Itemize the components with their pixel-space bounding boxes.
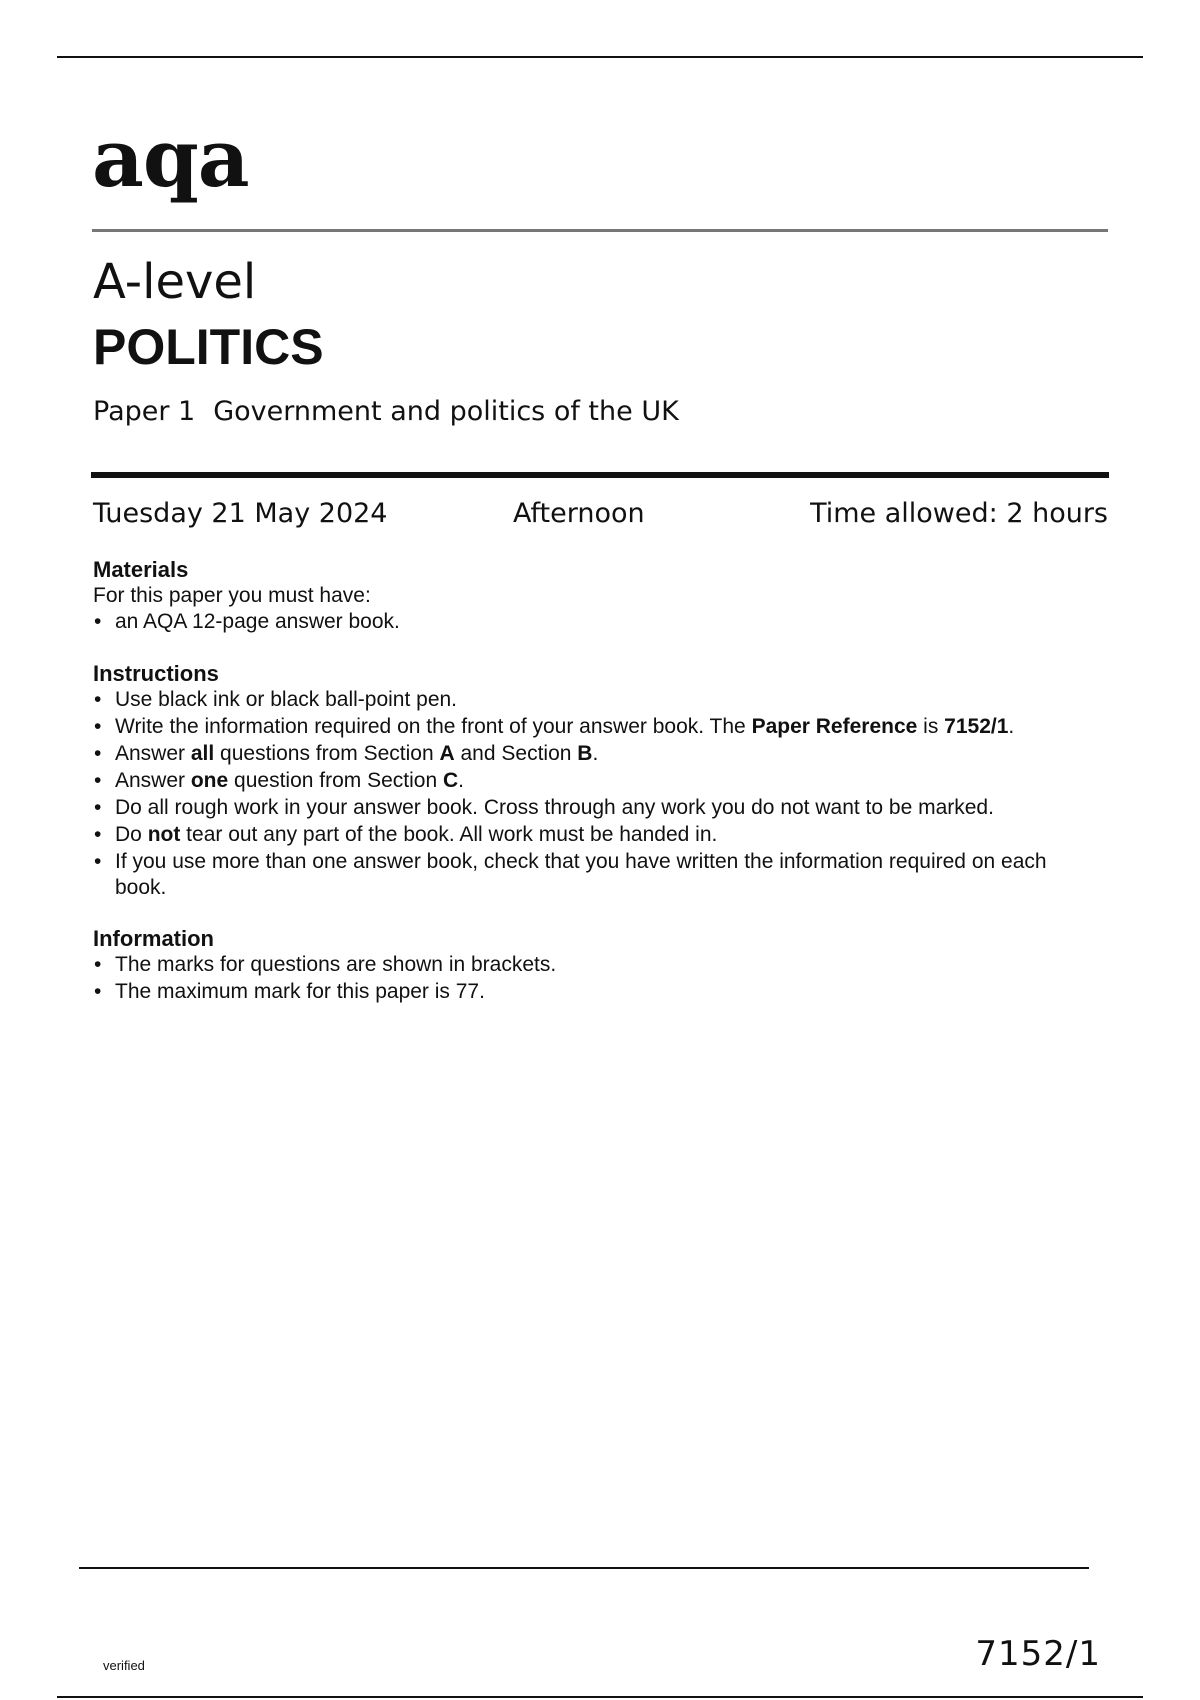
logo-divider	[92, 229, 1108, 232]
bold-text: C	[442, 769, 459, 792]
text: .	[458, 769, 464, 792]
bottom-rule	[57, 1696, 1143, 1698]
list-item	[93, 741, 1113, 767]
materials-section	[93, 557, 1113, 636]
information-list	[93, 952, 1113, 1005]
text: is	[917, 715, 945, 738]
list-item: • Do all rough work in your answer book. Cross through any work you do not want to be marked.	[93, 795, 1113, 821]
qualification-level: A-level	[93, 254, 257, 310]
aqa-logo: aqa	[92, 111, 249, 205]
time-allowed: Time allowed: 2 hours	[810, 498, 1108, 529]
subject-title: POLITICS	[93, 319, 324, 375]
bold-text: B	[577, 742, 593, 765]
thick-divider	[91, 472, 1109, 478]
bold-text: not	[147, 823, 181, 846]
verified-note: verified	[103, 1658, 145, 1673]
text: tear out any part of the book. All work must be handed in.	[180, 823, 718, 846]
materials-intro: For this paper you must have:	[93, 584, 371, 607]
bold-text: A	[439, 742, 455, 765]
bold-text: Paper Reference	[751, 715, 918, 738]
text: Answer	[115, 769, 191, 792]
bold-text: all	[190, 742, 215, 765]
paper-code: 7152/1	[975, 1634, 1101, 1674]
text: question from Section	[228, 769, 443, 792]
paper-title: Government and politics of the UK	[213, 396, 679, 427]
information-section	[93, 926, 1113, 1006]
text: and Section	[454, 742, 578, 765]
top-rule	[57, 56, 1143, 58]
materials-heading: Materials	[93, 557, 189, 582]
exam-session: Afternoon	[513, 498, 645, 529]
text: Do	[115, 823, 148, 846]
exam-date-line	[93, 498, 1108, 530]
text: .	[1008, 715, 1015, 738]
instructions-section	[93, 661, 1113, 902]
list-item: • The maximum mark for this paper is 77.	[93, 979, 1113, 1005]
paper-heading	[93, 398, 679, 425]
instructions-heading: Instructions	[93, 661, 219, 686]
text: .	[592, 742, 599, 765]
bold-text: 7152/1	[944, 715, 1009, 738]
list-item: • Use black ink or black ball-point pen.	[93, 687, 1113, 713]
list-item: • The marks for questions are shown in brackets.	[93, 952, 1113, 978]
text: questions from Section	[214, 742, 440, 765]
information-heading: Information	[93, 926, 214, 951]
list-item	[93, 714, 1113, 740]
instructions-list	[93, 687, 1113, 901]
text: Answer	[115, 742, 191, 765]
footer-rule	[79, 1567, 1089, 1569]
paper-number: Paper 1	[93, 396, 196, 427]
exam-date: Tuesday 21 May 2024	[93, 498, 388, 529]
text: Write the information required on the front of your answer book. The	[115, 715, 752, 738]
bold-text: one	[190, 769, 229, 792]
list-item: • If you use more than one answer book, check that you have written the information required on each book.	[93, 849, 1075, 901]
list-item	[93, 768, 1113, 794]
list-item	[93, 822, 1113, 848]
list-item: • an AQA 12-page answer book.	[93, 609, 1113, 635]
materials-list	[93, 609, 1113, 635]
